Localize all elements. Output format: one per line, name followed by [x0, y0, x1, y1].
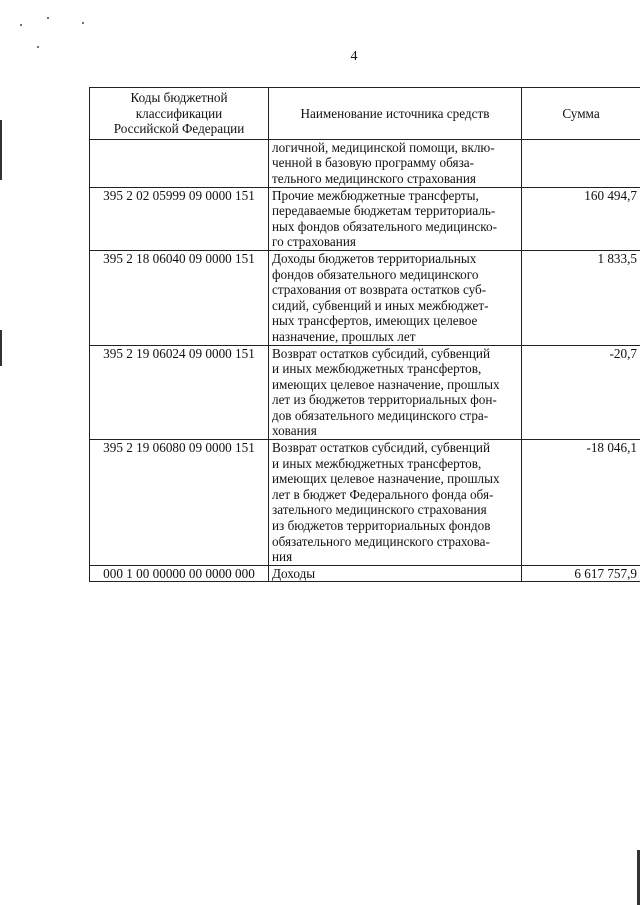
header-name: Наименование источника средств — [269, 88, 522, 140]
source-name-line: ных трансфертов, имеющих целевое — [272, 313, 478, 329]
source-name-line: тельного медицинского страхования — [272, 170, 476, 186]
source-name-cell — [269, 565, 522, 582]
source-name-line: зательного медицинского страхования — [272, 502, 487, 518]
source-name-line: ных фондов обязательного медицинско- — [272, 218, 497, 234]
table-row — [90, 565, 640, 582]
source-name-line: обязательного медицинского страхова- — [272, 533, 490, 549]
header-code: Коды бюджетной классификации Российской Федерации — [90, 88, 269, 140]
scan-speck — [47, 17, 49, 19]
source-name-cell — [269, 139, 522, 187]
scan-edge-mark — [0, 120, 2, 180]
scan-edge-mark — [0, 330, 2, 366]
source-name-line: Возврат остатков субсидий, субвенций — [272, 440, 490, 456]
source-name-line: фондов обязательного медицинского — [272, 266, 479, 282]
amount-cell: 160 494,7 — [522, 187, 640, 250]
source-name-line: из бюджетов территориальных фондов — [272, 518, 491, 534]
source-name-line: назначение, прошлых лет — [272, 328, 416, 344]
scan-speck — [37, 46, 39, 48]
source-name-cell — [269, 187, 522, 250]
source-name-line: ния — [272, 549, 293, 565]
source-name-line: Доходы — [272, 565, 316, 581]
table-row — [90, 345, 640, 440]
amount-cell: 1 833,5 — [522, 250, 640, 345]
table-row — [90, 187, 640, 250]
budget-code-cell — [90, 139, 269, 187]
source-name-line: имеющих целевое назначение, прошлых — [272, 376, 500, 392]
budget-code-cell: 395 2 19 06080 09 0000 151 — [90, 440, 269, 566]
amount-cell: -18 046,1 — [522, 440, 640, 566]
budget-code-cell: 395 2 02 05999 09 0000 151 — [90, 187, 269, 250]
budget-code-cell: 395 2 18 06040 09 0000 151 — [90, 250, 269, 345]
source-name-cell — [269, 250, 522, 345]
header-amount: Сумма — [522, 88, 640, 140]
source-name-line: сидий, субвенций и иных межбюджет- — [272, 297, 489, 313]
source-name-line: Доходы бюджетов территориальных — [272, 250, 477, 266]
source-name-line: лет в бюджет Федерального фонда обя- — [272, 486, 494, 502]
source-name-line: и иных межбюджетных трансфертов, — [272, 361, 482, 377]
budget-code-cell: 000 1 00 00000 00 0000 000 — [90, 565, 269, 582]
source-name-line: Прочие межбюджетные трансферты, — [272, 187, 479, 203]
table-row — [90, 250, 640, 345]
source-name-line: лет из бюджетов территориальных фон- — [272, 392, 497, 408]
table-header-row — [90, 88, 640, 140]
scan-speck — [82, 22, 84, 24]
source-name-cell — [269, 440, 522, 566]
amount-cell: -20,7 — [522, 345, 640, 440]
source-name-line: ченной в базовую программу обяза- — [272, 155, 475, 171]
table-row — [90, 139, 640, 187]
source-name-line: дов обязательного медицинского стра- — [272, 407, 489, 423]
source-name-line: го страхования — [272, 234, 356, 250]
table-row — [90, 440, 640, 566]
source-name-line: хования — [272, 423, 317, 439]
scan-speck — [20, 24, 22, 26]
page-number: 4 — [350, 49, 358, 64]
budget-table — [89, 87, 640, 582]
source-name-line: и иных межбюджетных трансфертов, — [272, 455, 482, 471]
amount-cell — [522, 139, 640, 187]
budget-code-cell: 395 2 19 06024 09 0000 151 — [90, 345, 269, 440]
source-name-cell — [269, 345, 522, 440]
amount-cell: 6 617 757,9 — [522, 565, 640, 582]
source-name-line: страхования от возврата остатков суб- — [272, 282, 487, 298]
source-name-line: Возврат остатков субсидий, субвенций — [272, 345, 490, 361]
source-name-line: имеющих целевое назначение, прошлых — [272, 471, 500, 487]
source-name-line: логичной, медицинской помощи, вклю- — [272, 139, 495, 155]
source-name-line: передаваемые бюджетам территориаль- — [272, 203, 496, 219]
